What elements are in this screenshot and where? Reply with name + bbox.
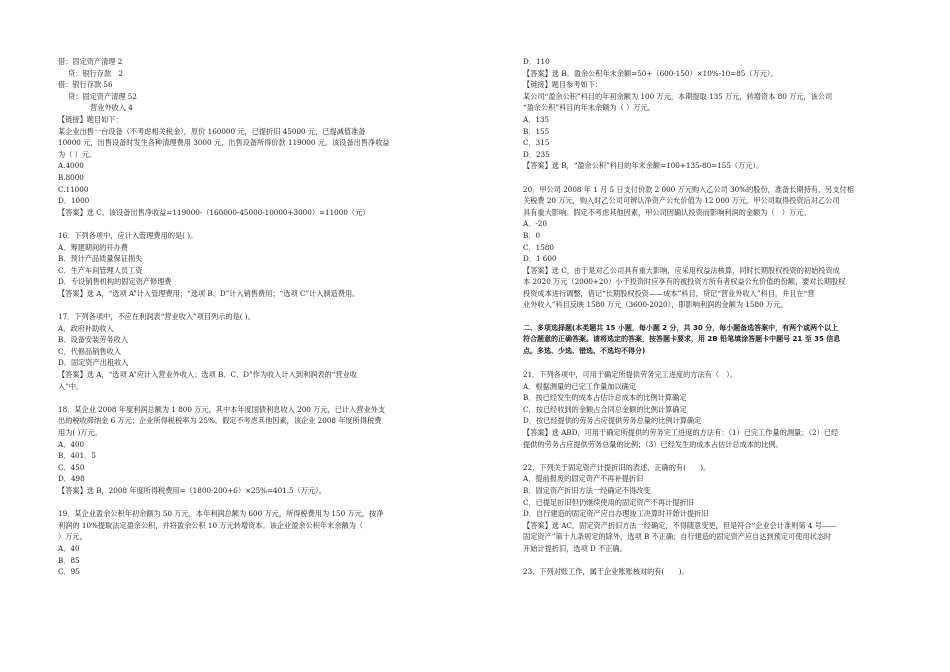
right-text-line: C．1580	[523, 242, 554, 252]
right-column	[523, 56, 895, 578]
blank-line	[523, 357, 895, 369]
left-text-line: A．400	[58, 439, 85, 449]
left-text-line: 贷：银行存款 2	[68, 68, 123, 78]
left-text-line: A.4000	[58, 161, 84, 171]
left-text-line: 营业外收入 4	[90, 103, 133, 113]
blank-line	[58, 299, 422, 311]
right-text-line: A．根据测量的已完工作量加以确定	[523, 381, 637, 391]
left-text-line: C．生产车间管理人员工资	[58, 265, 143, 275]
right-text-line: B．155	[523, 126, 550, 136]
right-text-line: 提供的劳务占应提供劳务总量的比例；（3）已经发生的成本占估计总成本的比例。	[523, 439, 783, 449]
left-text-line: C．95	[58, 567, 80, 577]
left-text-line: 19．某企业盈余公积年初余额为 50 万元，本年利润总额为 600 万元，所得税费用为 150 万元，按净	[58, 509, 384, 519]
left-text-line: A．政府补助收入	[58, 323, 114, 333]
right-text-line: D．按已经提供的劳务占应提供劳务总量的比例计算确定	[523, 416, 702, 426]
right-text-line: A．135	[523, 114, 550, 124]
right-text-line: 业外收入”科目反映 1580 万元（3600-2020），即影响利润的金额为 1580 万元。	[523, 300, 788, 310]
right-text-line: 本 2020 万元（2000+20）小于投资时应享有的被投资方所有者权益公允价值的份额，要对长期股权	[523, 277, 846, 287]
left-text-line: D．固定资产出租收入	[58, 358, 129, 368]
left-text-line: 【答案】选 A，“选项 A”计入管理费用；“选项 B、D”计入销售费用；“选项 C”计入制造费用。	[58, 288, 360, 298]
right-text-line: 21．下列各项中，可用于确定所提供劳务完工进度的方法有（ ）。	[523, 370, 737, 380]
left-text-line: 借：固定资产清理 2	[58, 57, 123, 66]
right-text-line: B．固定资产折旧方法一经确定不得改变	[523, 485, 651, 495]
left-text-line: C．代修品销售收入	[58, 346, 122, 356]
right-text-line: D．自行建造的固定资产应自办理竣工决算时开始计提折旧	[523, 509, 709, 519]
left-text-line: D．1000	[58, 196, 90, 206]
left-text-line: 17．下列各项中，不应在利润表“营业收入”项目列示的是( )。	[58, 312, 255, 322]
right-text-line: 20．甲公司 2008 年 1 月 5 日支付价款 2 000 万元购入乙公司 30%的股份，准备长期持有，另支付相	[523, 184, 854, 194]
left-text-line: 用为( )万元。	[58, 428, 102, 437]
right-text-line: B．0	[523, 230, 541, 240]
blank-line	[523, 311, 895, 323]
left-text-line: A．40	[58, 543, 80, 553]
right-text-line: B．按已经发生的成本占估计总成本的比例计算确定	[523, 393, 687, 403]
left-text-line: 入”中。	[58, 381, 84, 391]
left-text-line: 某企业出售一台设备（不考虑相关税金），原价 160000 元，已提折旧 45000 元，已提减值准备	[58, 126, 366, 136]
right-text-line: D．235	[523, 149, 550, 159]
right-text-line: 22．下列关于固定资产计提折旧的表述，正确的有( )。	[523, 462, 711, 472]
left-text-line: 贷：固定资产清理 52	[68, 91, 137, 101]
left-column	[58, 56, 422, 578]
right-text-line: 二、多项选择题(本类题共 15 小题，每小题 2 分，共 30 分，每小题备选答案中，有两个或两个以上	[523, 323, 839, 332]
right-text-line: D．110	[523, 57, 550, 66]
left-text-line: C.11000	[58, 184, 89, 194]
right-text-line: C．已提足折旧但仍继续使用的固定资产不再计提折旧	[523, 497, 694, 507]
left-text-line: B．85	[58, 555, 80, 565]
right-text-line: C．315	[523, 138, 550, 148]
right-text-line: 【答案】选 C，由于是对乙公司具有重大影响，应采用权益法核算，同时长期股权投资的初始投资成	[523, 265, 840, 275]
right-text-line: 开始计提折旧，选项 D 不正确。	[523, 543, 627, 553]
right-text-line: 【链接】题目参考如下：	[523, 80, 603, 90]
right-text-line: “盈余公积”科目的年末余额为（ ）万元。	[523, 103, 655, 113]
right-text-line: 投资成本进行调整，借记“长期股权投资——成本”科目，贷记“营业外收入”科目，并且在“营	[523, 288, 815, 298]
right-text-line: A．提前报废的固定资产不再补提折旧	[523, 474, 644, 484]
right-text-line: 固定资产”第十九条规定的除外，选项 B 不正确；自行建造的固定资产应自达到预定可使用状态时	[523, 532, 832, 542]
blank-line	[523, 450, 895, 462]
right-text-line: D．1 600	[523, 254, 557, 264]
blank-line	[523, 555, 895, 567]
right-text-line: A．-20	[523, 219, 547, 229]
right-text-line: 某公司“盈余公积”科目的年初余额为 100 万元，本期提取 135 万元，转增资本 80 万元，该公司	[523, 91, 833, 101]
left-text-line: C．450	[58, 462, 85, 472]
right-text-line: 【答案】选 ABD，可用于确定所提供的劳务完工进度的方法有：（1）已完工作量的测量；（2）已经	[523, 428, 839, 437]
right-text-line: 【答案】选 B。盈余公积年末余额=50+（600-150）×10%-10=85（万元）。	[523, 68, 778, 78]
left-text-line: D．专设销售机构的固定资产修理费	[58, 277, 172, 287]
left-text-line: 出的税收滞纳金 6 万元；企业所得税税率为 25%。假定不考虑其他因素，该企业 2008 年度所得税费	[58, 416, 382, 426]
blank-line	[58, 218, 422, 230]
right-text-line: 23．下列对账工作，属于企业账账核对的有( )。	[523, 567, 689, 577]
left-text-line: 【答案】选 C。该设备出售净收益=119000-（160000-45000-10000+3000）=11000（元）	[58, 207, 370, 217]
left-text-line: D．498	[58, 474, 85, 484]
left-text-line: A．筹建期间的开办费	[58, 242, 128, 252]
left-text-line: 【答案】选 A，“选项 A”应计入营业外收入；选项 B、C、D”作为收入计入到利润表的“营业收	[58, 370, 357, 380]
left-text-line: 18．某企业 2008 年度利润总额为 1 800 万元，其中本年度国债利息收入 200 万元，已计入营业外支	[58, 404, 386, 414]
right-text-line: 点。多选、少选、错选、不选均不得分)	[523, 346, 646, 355]
left-text-line: 16．下列各项中，应计入管理费用的是( )。	[58, 230, 198, 240]
left-text-line: B.8000	[58, 172, 84, 182]
left-text-line: B．预计产品质量保证损失	[58, 254, 143, 264]
right-text-line: C．按已经收到的金额占合同总金额的比例计算确定	[523, 404, 687, 414]
right-text-line: 【答案】选 AC，固定资产折旧方法一经确定，不得随意变更，但是符合“企业会计准则第 4 号——	[523, 520, 837, 530]
right-text-line: 具有重大影响。假定不考虑其他因素，甲公司因确认投资而影响利润的金额为（ ）万元。	[523, 207, 811, 217]
blank-line	[58, 497, 422, 509]
left-text-line: 利润的 10%提取法定盈余公积，并将盈余公积 10 万元转增资本。该企业盈余公积年末余额为（	[58, 520, 364, 530]
left-text-line: B．设备安装劳务收入	[58, 335, 128, 345]
right-text-line: 【答案】选 B，“盈余公积”科目的年末余额=100+135-80=155（万元）。	[523, 161, 764, 171]
right-text-line: 关税费 20 万元，购入时乙公司可辨认净资产公允价值为 12 000 万元。甲公司取得投资后对乙公司	[523, 196, 840, 206]
left-text-line: 【答案】选 B，2008 年度所得税费用=（1800-200+6）×25%=401.5（万元）。	[58, 485, 326, 495]
blank-line	[523, 172, 895, 184]
left-text-line: 10000 元，出售设备时发生各种清理费用 3000 元，出售设备所得价款 119000 元。该设备出售净收益	[58, 138, 390, 148]
left-text-line: B．401．5	[58, 451, 96, 461]
left-text-line: 【链接】题目如下：	[58, 114, 123, 124]
left-text-line: 为（ ）元。	[58, 149, 97, 159]
left-text-line: ）万元。	[58, 532, 87, 542]
blank-line	[58, 392, 422, 404]
left-text-line: 借：银行存款 56	[58, 80, 113, 90]
right-text-line: 符合题意的正确答案。请将选定的答案，按答题卡要求，用 2B 铅笔填涂答题卡中题号 21 至 35 信息	[523, 335, 841, 344]
